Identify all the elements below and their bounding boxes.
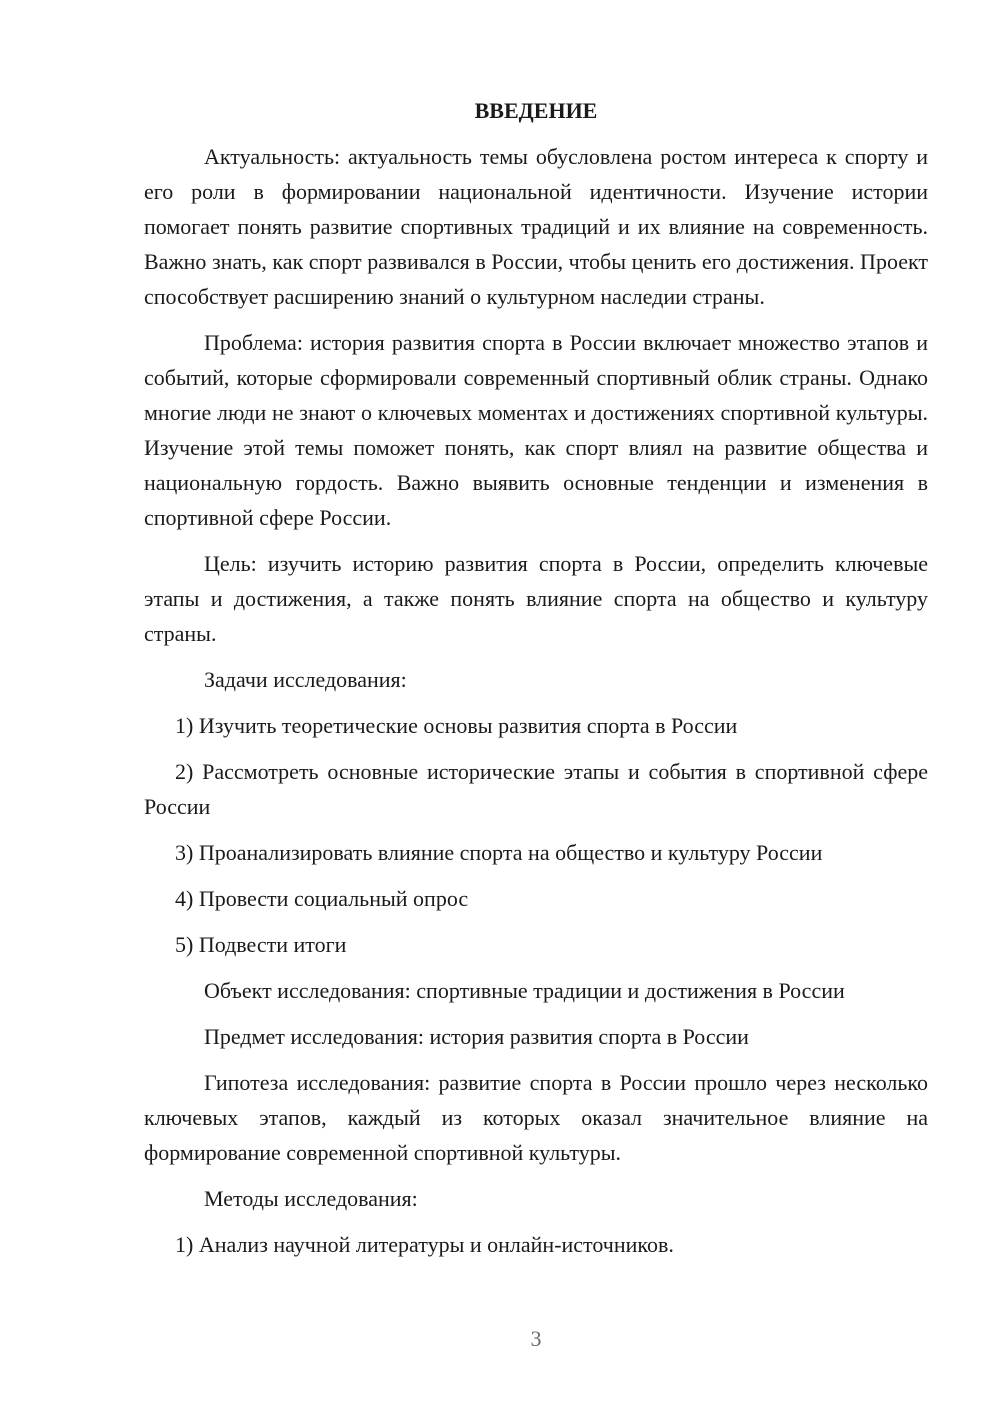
hypothesis-paragraph: Гипотеза исследования: развитие спорта в России прошло через несколько ключевых этапов, каждый из которых оказал значительное влияние на формирование современной спортивной культуры. [144, 1070, 928, 1165]
task-item: 5) Подвести итоги [175, 932, 347, 957]
goal-paragraph: Цель: изучить историю развития спорта в России, определить ключевые этапы и достижения, а также понять влияние спорта на общество и культуру страны. [144, 551, 928, 646]
object-paragraph: Объект исследования: спортивные традиции и достижения в России [204, 978, 845, 1003]
task-item: 4) Провести социальный опрос [175, 886, 469, 911]
problem-paragraph: Проблема: история развития спорта в России включает множество этапов и событий, которые сформировали современный спортивный облик страны. Однако многие люди не знают о ключевых моментах и достижениях спортивной культуры. Изучение этой темы поможет понять, как спорт влиял на развитие общества и национальную гордость. Важно выявить основные тенденции и изменения в спортивной сфере России. [144, 330, 928, 530]
method-item: 1) Анализ научной литературы и онлайн-источников. [175, 1232, 674, 1257]
document-page [144, 94, 928, 1262]
task-item: 2) Рассмотреть основные исторические этапы и события в спортивной сфере России [144, 759, 928, 819]
relevance-paragraph: Актуальность: актуальность темы обусловлена ростом интереса к спорту и его роли в формировании национальной идентичности. Изучение истории помогает понять развитие спортивных традиций и их влияние на современность. Важно знать, как спорт развивался в России, чтобы ценить его достижения. Проект способствует расширению знаний о культурном наследии страны. [144, 144, 928, 309]
methods-heading: Методы исследования: [204, 1186, 418, 1211]
task-item: 1) Изучить теоретические основы развития спорта в России [175, 713, 738, 738]
section-title: ВВЕДЕНИЕ [474, 98, 598, 123]
task-item: 3) Проанализировать влияние спорта на общество и культуру России [175, 840, 823, 865]
tasks-heading: Задачи исследования: [204, 667, 407, 692]
page-number: 3 [530, 1326, 542, 1351]
subject-paragraph: Предмет исследования: история развития спорта в России [204, 1024, 749, 1049]
